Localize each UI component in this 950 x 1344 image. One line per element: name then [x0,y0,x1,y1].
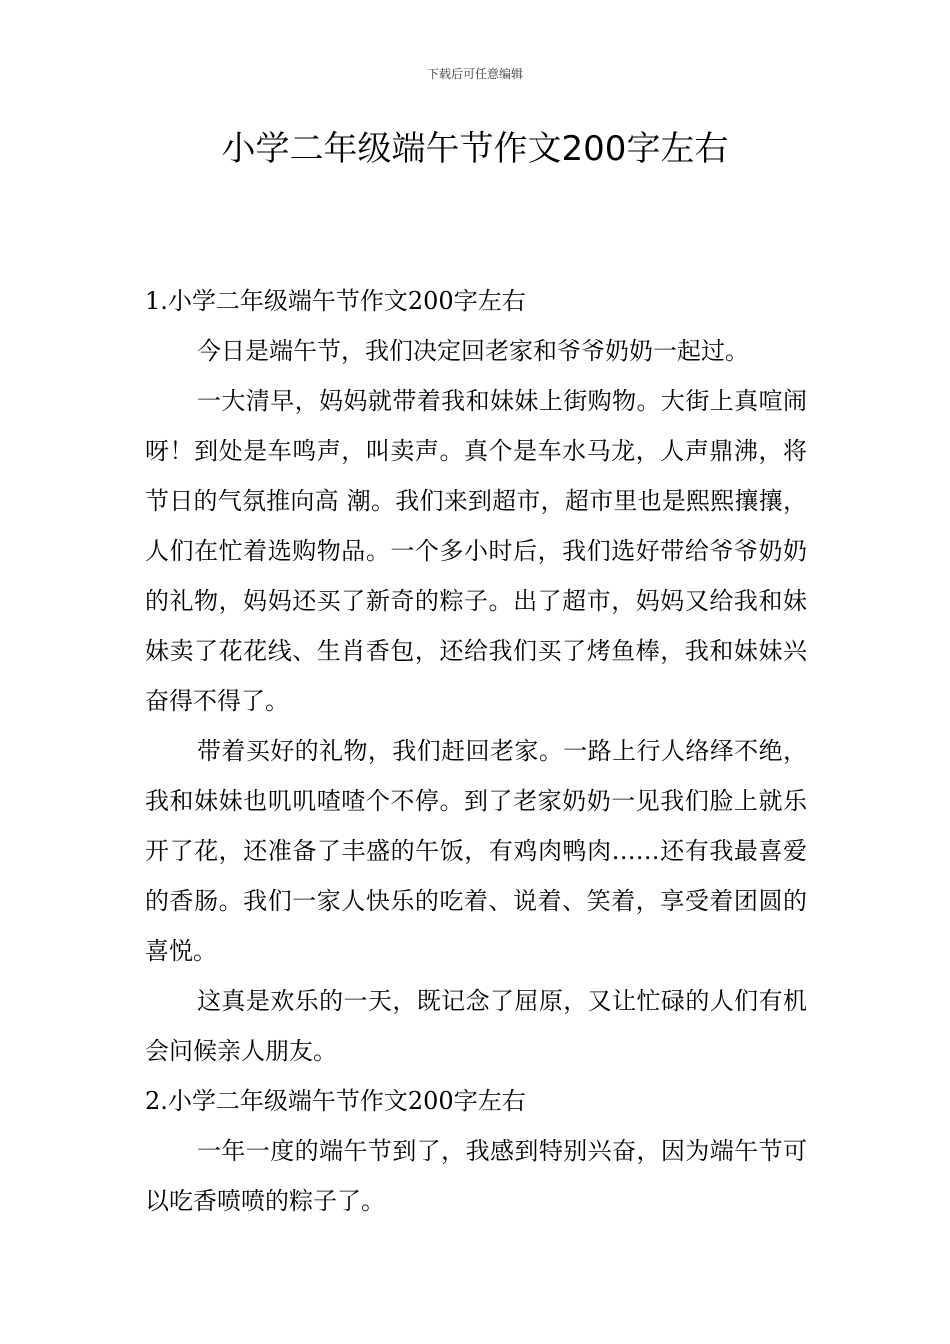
paragraph: 一年一度的端午节到了，我感到特别兴奋，因为端午节可以吃香喷喷的粽子了。 [145,1137,807,1215]
paragraph: 这真是欢乐的一天，既记念了屈原，又让忙碌的人们有机会问候亲人朋友。 [145,987,807,1065]
section-heading-2: 2.小学二年级端午节作文200字左右 [145,1087,526,1115]
document-body [145,276,807,1226]
document-title: 小学二年级端午节作文200字左右 [221,129,729,169]
paragraph: 带着买好的礼物，我们赶回老家。一路上行人络绎不绝，我和妹妹也叽叽喳喳个不停。到了老家奶奶一见我们脸上就乐开了花，还准备了丰盛的午饭，有鸡肉鸭肉……还有我最喜爱的香肠。我们一家人快乐的吃着、说着、笑着，享受着团圆的喜悦。 [145,737,807,965]
paragraph: 一大清早，妈妈就带着我和妹妹上街购物。大街上真喧闹呀！到处是车鸣声，叫卖声。真个是车水马龙，人声鼎沸，将节日的气氛推向高 潮。我们来到超市，超市里也是熙熙攘攘，人们在忙着选购物品。一个多小时后，我们选好带给爷爷奶奶的礼物，妈妈还买了新奇的粽子。出了超市，妈妈又给我和妹妹卖了花花线、生肖香包，还给我们买了烤鱼棒，我和妹妹兴奋得不得了。 [145,387,807,715]
section-heading-1: 1.小学二年级端午节作文200字左右 [145,287,526,315]
paragraph: 今日是端午节，我们决定回老家和爷爷奶奶一起过。 [197,337,749,365]
header-note: 下载后可任意编辑 [426,67,523,81]
